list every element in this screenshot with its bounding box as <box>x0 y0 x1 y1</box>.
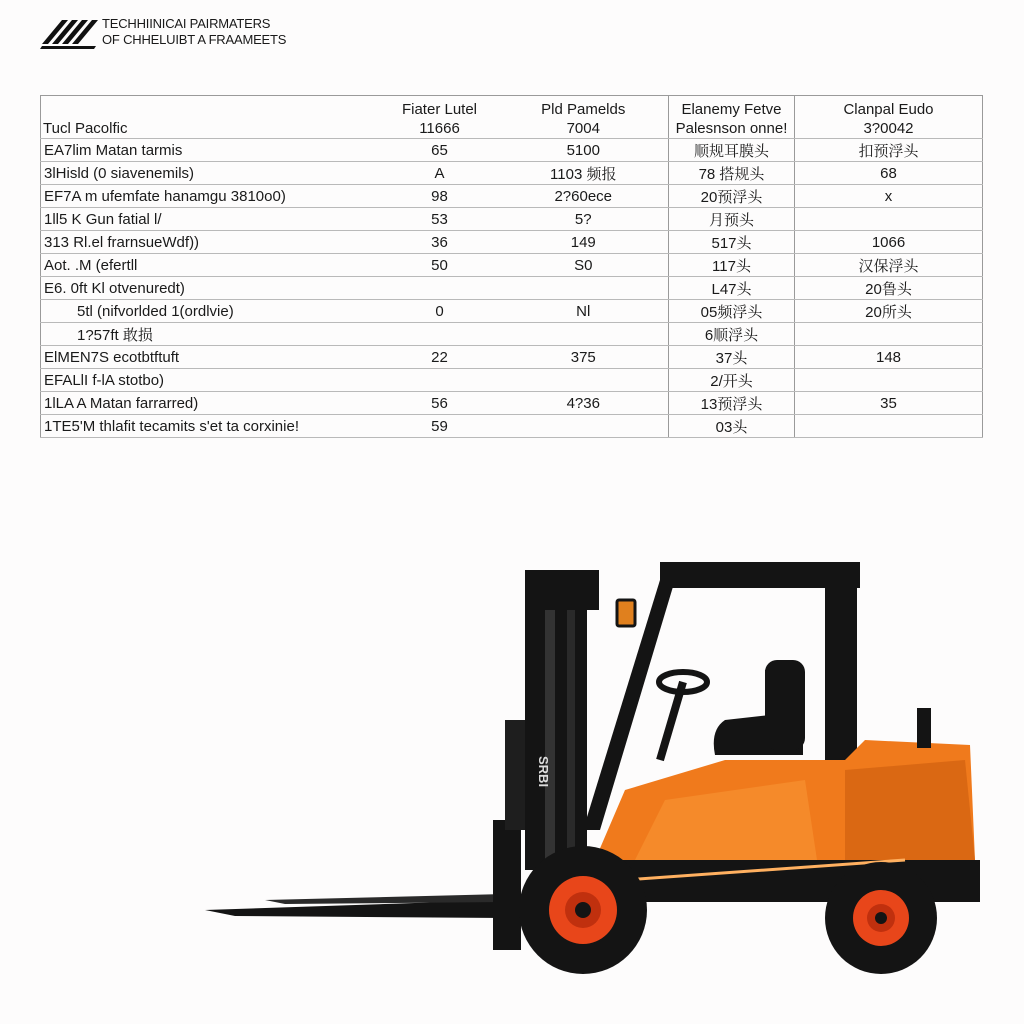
header <box>40 14 286 50</box>
cell: L47头 <box>669 277 795 300</box>
row-label: EFALlI f-lA stotbo) <box>41 369 381 392</box>
column-header: Elanemy Fetve Palesnson onne! <box>669 96 795 139</box>
forklift-body <box>585 740 980 902</box>
cell: 5100 <box>499 139 669 162</box>
row-label: E6. 0ft Kl otvenuredt) <box>41 277 381 300</box>
cell: 65 <box>381 139 499 162</box>
cell: 37头 <box>669 346 795 369</box>
cell <box>381 323 499 346</box>
cell: 03头 <box>669 415 795 438</box>
cell: 6顺浮头 <box>669 323 795 346</box>
front-wheel <box>519 846 647 974</box>
column-header: Clanpal Eudo 3?0042 <box>795 96 983 139</box>
cell <box>795 369 983 392</box>
cell <box>795 323 983 346</box>
header-title-line1: TECHHIINICAI PAIRMATERS <box>102 16 271 31</box>
cell: x <box>795 185 983 208</box>
column-header: Fiater Lutel 11666 <box>381 96 499 139</box>
table-row <box>41 208 983 231</box>
cell <box>381 369 499 392</box>
cell: 扣预浮头 <box>795 139 983 162</box>
row-label: 5tl (nifvorlded 1(ordlvie) <box>41 300 381 323</box>
cell: 50 <box>381 254 499 277</box>
cell: 117头 <box>669 254 795 277</box>
row-label: Aot. .M (efertll <box>41 254 381 277</box>
fork-carriage <box>493 820 521 950</box>
row-label: 1?57ft 敢损 <box>41 323 381 346</box>
cell: 4?36 <box>499 392 669 415</box>
fork-tines <box>205 894 505 918</box>
cell: 汉保浮头 <box>795 254 983 277</box>
cell: 36 <box>381 231 499 254</box>
table-row <box>41 415 983 438</box>
cell: 59 <box>381 415 499 438</box>
table-row <box>41 139 983 162</box>
table-row <box>41 323 983 346</box>
table-row <box>41 300 983 323</box>
cell: Nl <box>499 300 669 323</box>
table-row <box>41 231 983 254</box>
cell: 53 <box>381 208 499 231</box>
row-label: 313 Rl.el frarnsueWdf)) <box>41 231 381 254</box>
cell <box>499 323 669 346</box>
cell: 顺规耳膜头 <box>669 139 795 162</box>
row-label: EF7A m ufemfate hanamgu 3810o0) <box>41 185 381 208</box>
cell: 98 <box>381 185 499 208</box>
table-row <box>41 392 983 415</box>
cell: 2/开头 <box>669 369 795 392</box>
cell: 5? <box>499 208 669 231</box>
table-row <box>41 277 983 300</box>
cell: 148 <box>795 346 983 369</box>
cell: 0 <box>381 300 499 323</box>
cell <box>381 277 499 300</box>
cell: 22 <box>381 346 499 369</box>
mast-label: SRBI <box>536 756 551 788</box>
column-header: Tucl Pacolfic <box>41 96 381 139</box>
cell: 78 搭规头 <box>669 162 795 185</box>
row-label: 3lHisld (0 siavenemils) <box>41 162 381 185</box>
table-row <box>41 254 983 277</box>
cell: 68 <box>795 162 983 185</box>
cell: 517头 <box>669 231 795 254</box>
table-row <box>41 346 983 369</box>
row-label: 1ll5 K Gun fatial l/ <box>41 208 381 231</box>
row-label: 1TE5'M thlafit tecamits s'et ta corxinie! <box>41 415 381 438</box>
cell: 月预头 <box>669 208 795 231</box>
cell <box>795 208 983 231</box>
cell <box>499 415 669 438</box>
cell: 05频浮头 <box>669 300 795 323</box>
warning-light <box>617 600 635 626</box>
rear-wheel <box>825 862 937 974</box>
header-title-line2: OF CHHELUIBT A FRAAMEETS <box>102 32 287 47</box>
table-row <box>41 162 983 185</box>
column-header: Pld Pamelds 7004 <box>499 96 669 139</box>
operator-seat <box>714 660 805 755</box>
row-label: EA7lim Matan tarmis <box>41 139 381 162</box>
cell: 375 <box>499 346 669 369</box>
cell: 1066 <box>795 231 983 254</box>
cell: 20所头 <box>795 300 983 323</box>
row-label: 1lLA A Matan farrarred) <box>41 392 381 415</box>
cell: 56 <box>381 392 499 415</box>
cell: 35 <box>795 392 983 415</box>
cell <box>499 369 669 392</box>
cell <box>795 415 983 438</box>
steering-wheel <box>659 672 707 760</box>
cell: 1103 频报 <box>499 162 669 185</box>
cell: 13预浮头 <box>669 392 795 415</box>
cell <box>499 277 669 300</box>
cell: S0 <box>499 254 669 277</box>
logo-icon <box>40 14 98 50</box>
cell: 149 <box>499 231 669 254</box>
parameters-table <box>40 95 983 438</box>
cell: A <box>381 162 499 185</box>
table-row <box>41 369 983 392</box>
exhaust-pipe <box>917 708 931 748</box>
table-row <box>41 185 983 208</box>
forklift-illustration <box>205 560 985 980</box>
cell: 20鲁头 <box>795 277 983 300</box>
row-label: ElMEN7S ecotbtftuft <box>41 346 381 369</box>
cell: 20预浮头 <box>669 185 795 208</box>
table-header-row <box>41 96 983 139</box>
header-title <box>102 16 286 48</box>
cell: 2?60ece <box>499 185 669 208</box>
